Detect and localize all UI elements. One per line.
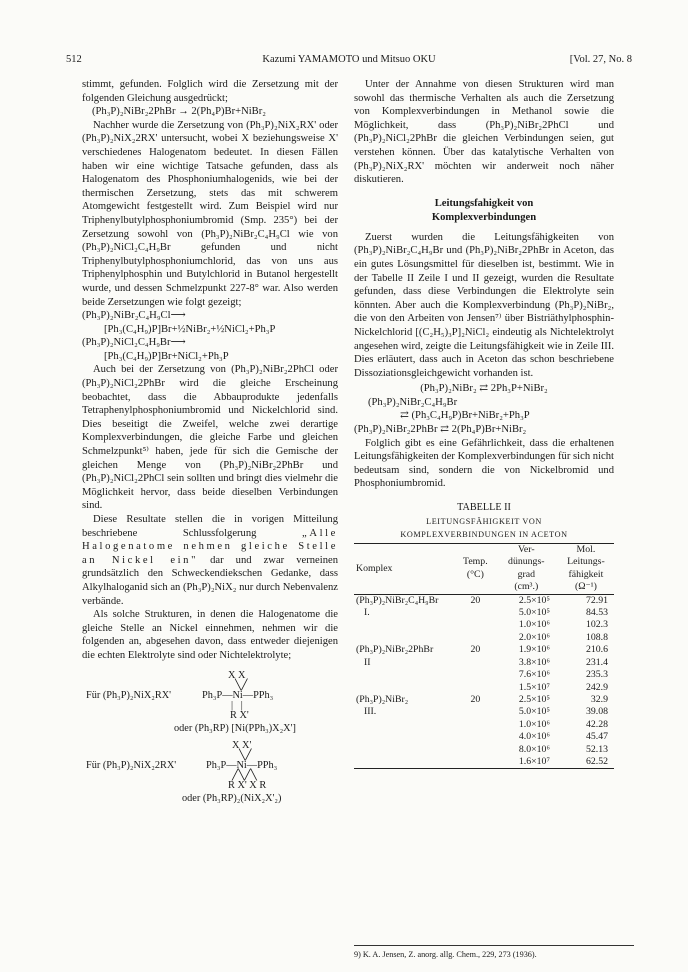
- bond-lines: ╲╱: [239, 749, 252, 761]
- structure-core: Ph₃P—Ni—PPh₃: [206, 759, 278, 771]
- cell-temp: [456, 657, 495, 669]
- table-caption: TABELLE II: [457, 502, 511, 514]
- cell-komplex: (Ph₃P)₂NiBr₂: [356, 693, 409, 705]
- header-volume: [Vol. 27, No. 8: [569, 54, 632, 65]
- cell-conductivity: 72.91: [585, 594, 608, 606]
- section-heading-line: Komplexverbindungen: [431, 211, 537, 223]
- cell-dilution: 7.6×10⁶: [518, 669, 550, 681]
- structure-label: Für (Ph₃P)₂NiX₂RX': [86, 689, 171, 701]
- cell-komplex: (Ph₃P)₂NiBr₂2PhBr: [356, 644, 434, 656]
- footnote: 9) K. A. Jensen, Z. anorg. allg. Chem., 229, 273 (1936).: [354, 945, 634, 959]
- section-heading-line: Leitungsfahigkeit von: [434, 197, 534, 209]
- equation: [Ph₃(C₄H₉)P]Br+NiCl₂+Ph₃P: [104, 350, 229, 362]
- table-caption: LEITUNGSFÄHIGKEIT VON: [426, 517, 542, 527]
- text-run: dar und zwar verneinen grundsätzlich den Schweckendiekschen Gedanke, dass Alkylhaloganid sich an (Ph₃P)₂NiX₂ nur durch Nebenvalenz verbände.: [82, 554, 338, 607]
- cell-dilution: 5.0×10⁵: [518, 706, 550, 718]
- table-row: [354, 694, 614, 706]
- structure-formula-1: [82, 669, 338, 735]
- structure-core: Ph₃P—Ni—PPh₃: [202, 689, 274, 701]
- header-line: grad: [517, 568, 535, 580]
- cell-conductivity: 42.28: [585, 718, 608, 730]
- paragraph: [82, 513, 338, 608]
- cell-temp: [456, 744, 495, 756]
- table-row: [354, 682, 614, 694]
- cell-dilution: 1.0×10⁶: [518, 619, 550, 631]
- cell-dilution: 1.0×10⁶: [518, 718, 550, 730]
- table-row: [354, 657, 614, 669]
- cell-dilution: 3.8×10⁶: [518, 656, 550, 668]
- cell-temp: [456, 619, 495, 631]
- cell-komplex: I.: [364, 607, 370, 619]
- header-authors: Kazumi YAMAMOTO und Mitsuo OKU: [262, 54, 436, 65]
- equation: ⇄ (Ph₃C₄H₉P)Br+NiBr₂+Ph₃P: [400, 410, 530, 422]
- cell-conductivity: 32.9: [590, 693, 608, 705]
- text-run: Diese Resultate stellen die in vorigen Mitteilung beschriebene Schlussfolgerung: [82, 514, 338, 539]
- bond-lines: | |: [231, 699, 243, 711]
- cell-conductivity: 84.53: [585, 607, 608, 619]
- cell-conductivity: 235.3: [585, 669, 608, 681]
- right-column: [354, 78, 614, 769]
- cell-temp: 20: [470, 693, 481, 705]
- cell-dilution: 8.0×10⁶: [518, 743, 550, 755]
- column-header: [456, 544, 495, 595]
- cell-komplex: III.: [364, 706, 377, 718]
- header-line: Temp.: [463, 556, 488, 568]
- cell-dilution: 4.0×10⁶: [518, 731, 550, 743]
- structure-alternative: oder (Ph₃RP)₂(NiX₂X'₂): [182, 792, 282, 804]
- cell-temp: [456, 669, 495, 681]
- cell-conductivity: 108.8: [585, 631, 608, 643]
- structure-label: Für (Ph₃P)₂NiX₂2RX': [86, 759, 177, 771]
- header-line: (°C): [466, 568, 484, 580]
- cell-temp: 20: [470, 594, 481, 606]
- cell-komplex: [354, 669, 456, 681]
- spaced-quote: „Alle Halogenatome nehmen gleiche Stelle an Nickel ein": [82, 527, 338, 566]
- cell-komplex: [354, 744, 456, 756]
- cell-dilution: 2.5×10⁵: [518, 594, 550, 606]
- structure-bottom-atoms: R X' X R: [228, 779, 267, 791]
- equation: (Ph₃P)₂NiBr₂C₄H₉Cl⟶: [82, 310, 186, 322]
- page-number: 512: [66, 54, 82, 65]
- table-row: [354, 756, 614, 769]
- cell-komplex: [354, 632, 456, 644]
- running-header: [66, 54, 632, 70]
- header-line: Ver-: [517, 544, 535, 556]
- cell-dilution: 1.5×10⁷: [518, 681, 550, 693]
- cell-temp: 20: [470, 644, 481, 656]
- cell-komplex: [354, 619, 456, 631]
- cell-temp: [456, 632, 495, 644]
- cell-conductivity: 39.08: [585, 706, 608, 718]
- column-header: Komplex: [354, 544, 456, 595]
- cell-temp: [456, 756, 495, 769]
- table-caption: KOMPLEXVERBINDUNGEN IN ACETON: [400, 530, 568, 540]
- column-header: [495, 544, 558, 595]
- table-row: [354, 744, 614, 756]
- paragraph: Nachher wurde die Zersetzung von (Ph₃P)₂NiX₂RX' oder (Ph₃P)₂NiX₂2RX' untersucht, wobei X beziehungsweise X' verschiedenes Halogenatom bedeutet. In diesen Fällen haben wir eine wichtige Tatsache gefunden, dass als Halogenatom des Phosphoniumhalogenids, wie bei der thermischen Zersetzung, stets das mit schwerem Atomgewicht festgestellt wird. Zum Beispiel wird nur Triphenylbutylphosphoniumbromid (Smp. 235°) bei der Zersetzung sowohl von (Ph₃P)₂NiBr₂C₄H₉Cl wie von (Ph₃P)₂NiCl₂C₄H₉Br gefunden und nicht Triphenylbutylphosphoniumchlorid, das von uns aus Triphenylphosphin und Butylchlorid in Butanol hergestellt wurde, und dessen Schmelzpunkt 227-8° war. Also werden beide Zersetzungen wie folgt gezeigt;: [82, 119, 338, 308]
- cell-dilution: 2.0×10⁶: [518, 631, 550, 643]
- bond-lines: ╱╲╱╲: [232, 769, 257, 781]
- header-line: Mol.: [576, 544, 596, 556]
- paragraph: Als solche Strukturen, in denen die Halogenatome die gleiche Stelle an Nickel einnehmen, nehmen wir die folgenden an, abgesehen davon, dass entweder diejenigen die echten Elektrolyte sind oder Nichtelektrolyte;: [82, 609, 338, 661]
- paragraph: stimmt, gefunden. Folglich wird die Zersetzung mit der folgenden Gleichung ausgedrückt;: [82, 79, 338, 104]
- table-row: [354, 731, 614, 743]
- cell-conductivity: 102.3: [585, 619, 608, 631]
- cell-dilution: 2.5×10⁵: [518, 693, 550, 705]
- table-row: [354, 706, 614, 718]
- structure-top-atoms: X X: [228, 669, 246, 681]
- structure-formula-2: [82, 739, 338, 805]
- paragraph: Folglich gibt es eine Gefährlichkeit, dass die erhaltenen Leitungsfähigkeiten der Komplexverbindungen für sich nicht bedeutsam sind, sondern die von Nickelbromid und Phosphoniumbromid.: [354, 437, 614, 490]
- structure-top-atoms: X X': [232, 739, 252, 751]
- cell-komplex: (Ph₃P)₂NiBr₂C₄H₉Br: [356, 594, 439, 606]
- paragraph: Unter der Annahme von diesen Strukturen wird man sowohl das thermische Verhalten als auch die Zersetzung von Komplexverbindungen in Methanol sowie die Möglichkeit, dass (Ph₃P)₂NiBr₂2PhCl und (Ph₃P)₂NiCl₂2PhBr die gleichen Verbindungen seien, gut verstehen können. Über das katalytische Verhalten von (Ph₃P)₂NiX₂RX' möchten wir anderweit noch näher diskutieren.: [354, 79, 614, 186]
- cell-conductivity: 242.9: [585, 681, 608, 693]
- equation: [Ph₃(C₄H₉)P]Br+½NiBr₂+½NiCl₂+Ph₃P: [104, 323, 276, 335]
- cell-komplex: [354, 731, 456, 743]
- header-line: dünungs-: [508, 556, 545, 568]
- cell-dilution: 5.0×10⁵: [518, 607, 550, 619]
- cell-temp: [456, 682, 495, 694]
- table-row: [354, 607, 614, 619]
- table-row: [354, 594, 614, 607]
- cell-komplex: [354, 719, 456, 731]
- cell-dilution: 1.6×10⁷: [495, 756, 558, 769]
- equation: (Ph₃P)₂NiCl₂C₄H₉Br⟶: [82, 337, 186, 349]
- equation: (Ph₃P)₂NiBr₂2PhBr → 2(Ph₄P)Br+NiBr₂: [92, 106, 266, 118]
- structure-bottom-atoms: R X': [230, 709, 249, 721]
- structure-alternative: oder (Ph₃RP) [Ni(PPh₃)X₂X']: [174, 722, 296, 734]
- conductivity-table: [354, 543, 614, 769]
- column-header: [558, 544, 614, 595]
- cell-komplex: [354, 682, 456, 694]
- header-line: Leitungs-: [567, 556, 605, 568]
- left-column: [82, 78, 338, 805]
- cell-conductivity: 52.13: [585, 743, 608, 755]
- table-row: [354, 669, 614, 681]
- cell-conductivity: 231.4: [585, 656, 608, 668]
- equation: (Ph₃P)₂NiBr₂ ⇄ 2Ph₃P+NiBr₂: [420, 383, 548, 395]
- equation: (Ph₃P)₂NiBr₂2PhBr ⇄ 2(Ph₄P)Br+NiBr₂: [354, 424, 527, 436]
- header-line: fähigkeit: [568, 568, 604, 580]
- equation: (Ph₃P)₂NiBr₂C₄H₉Br: [368, 396, 458, 408]
- bond-lines: ╲╱: [235, 679, 248, 691]
- table-row: [354, 619, 614, 631]
- cell-conductivity: 62.52: [558, 756, 614, 769]
- table-row: [354, 719, 614, 731]
- section-heading: [354, 197, 614, 225]
- header-line: (Ω⁻¹): [574, 581, 597, 593]
- cell-dilution: 1.9×10⁶: [518, 644, 550, 656]
- cell-komplex: [354, 756, 456, 769]
- header-line: (cm³.): [514, 581, 539, 593]
- table-row: [354, 644, 614, 656]
- paragraph: Zuerst wurden die Leitungsfähigkeiten von (Ph₃P)₂NiBr₂C₄H₉Br und (Ph₃P)₂NiBr₂2PhBr in Aceton, das ein gutes Lösungsmittel für dieselben ist, bestimmt. Wie in der Tabelle II Zeile I und II gezeigt, wurden die Resultate gefunden, dass diese Verbindungen die Elektrolyte sein könnten. Aber auch die Komplexverbindung (Ph₃P)₂NiBr₂, die von den Arbeiten von Jensen⁷⁾ über Bistriäthylphosphin-Nickelchlorid [(C₂H₅)₃P]₂NiCl₂ eindeutig als Nichtelektrolyt angesehen wird, zeigte die Leitungsfähigkeit wie in Zeile III. Dies erläutert, dass auch in Aceton das schon beschriebene Dissoziationsgleichgewicht vorhanden ist.: [354, 231, 614, 379]
- cell-conductivity: 210.6: [585, 644, 608, 656]
- paragraph: Auch bei der Zersetzung von (Ph₃P)₂NiBr₂2PhCl oder (Ph₃P)₂NiCl₂2PhBr wird die gleiche Erscheinung beobachtet, dass die Abbauprodukte jedenfalls Tetraphenylphosphoniumbromid und Nickelchlorid sind. Dies beseitigt die Zweifel, welche zwei derartige Komplexverbindungen, die gleiche Farbe und gleichen Schmelzpunkt⁵⁾ haben, jede für sich die Gemische der gleichen Menge von (Ph₃P)₂NiBr₂2PhBr und (Ph₃P)₂NiCl₂2PhCl sein sollten und bringt dies vielmehr die Möglichkeit hervor, dass beide dieselben Verbindungen sind.: [82, 364, 338, 512]
- cell-komplex: II: [364, 656, 371, 668]
- cell-conductivity: 45.47: [585, 731, 608, 743]
- table-row: [354, 632, 614, 644]
- cell-temp: [456, 731, 495, 743]
- cell-temp: [456, 719, 495, 731]
- cell-temp: [456, 607, 495, 619]
- cell-temp: [456, 706, 495, 718]
